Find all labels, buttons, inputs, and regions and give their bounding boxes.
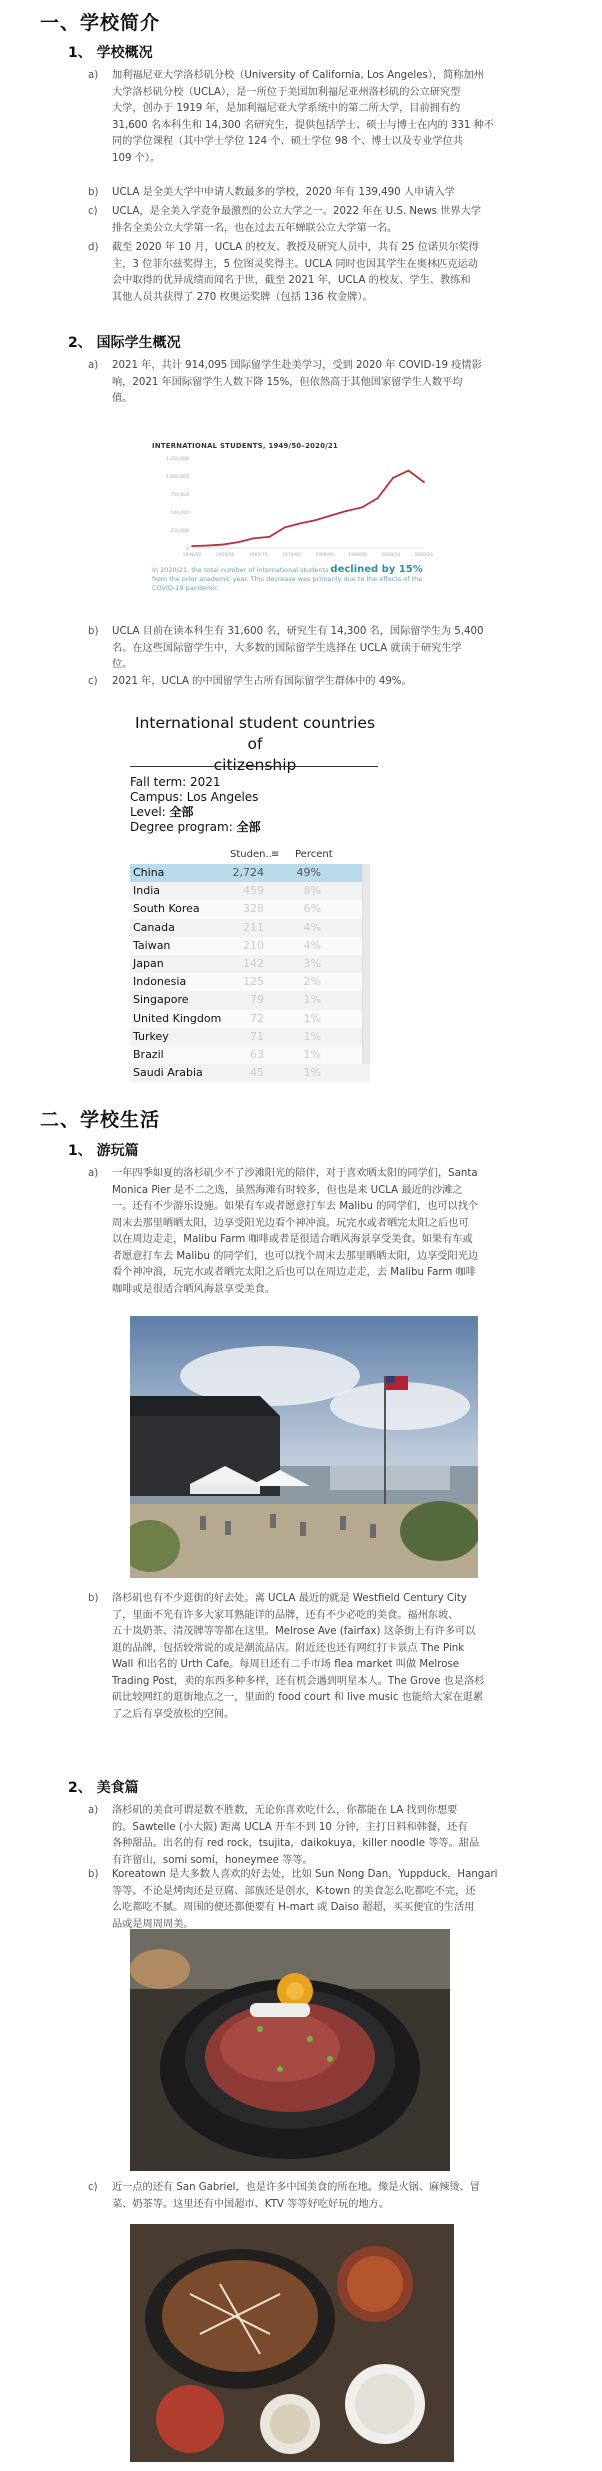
x-tick-label: 1989/90 xyxy=(315,553,334,558)
chart-caption-post: from the prior academic year. This decrease was primarily due to the effects of the COVID-19 pandemic. xyxy=(152,575,423,592)
y-tick-label: 250,000 xyxy=(170,529,189,534)
text-line: 周末去那里晒晒太阳，边享受阳光边看个神冲浪。玩完水或者晒完太阳之后也可 xyxy=(112,1217,469,1229)
text-line: 五十岚奶茶、清茂牌等等都在这里。Melrose Ave (fairfax) 这条街上有许多可以 xyxy=(112,1626,476,1637)
percent-cell: 1% xyxy=(303,1047,321,1061)
table-row[interactable] xyxy=(130,991,370,1009)
text-line: 了，里面不光有许多大家耳熟能详的品牌，还有不少必吃的美食。福州东坡、 xyxy=(112,1609,459,1621)
series-line xyxy=(192,471,424,547)
text-line: 逛的品牌，包括较常说的或是潮流品店。附近还也还有网红打卡景点 The Pink xyxy=(112,1642,465,1654)
percent-cell: 3% xyxy=(303,956,321,970)
text-line: 名。在这些国际留学生中，大多数的国际留学生选择在 UCLA 就读于研究生学 xyxy=(112,642,462,654)
data-point xyxy=(408,470,410,472)
play-item xyxy=(88,1166,572,1298)
students-cell: 459 xyxy=(243,884,264,898)
chart-caption xyxy=(152,565,432,593)
x-tick-label: 1969/70 xyxy=(248,553,268,558)
data-point xyxy=(330,514,332,516)
data-point xyxy=(191,545,193,547)
intl-item xyxy=(88,358,572,408)
subsection-title-intl: 2、 国际学生概况 xyxy=(68,335,181,351)
y-tick-label: 750,000 xyxy=(170,493,189,498)
list-marker: b) xyxy=(88,187,99,198)
text-line: 2021 年，UCLA 的中国留学生占所有国际留学生群体中的 49%。 xyxy=(112,676,412,687)
text-line: 一年四季如夏的洛杉矶少不了沙滩阳光的陪伴，对于喜欢晒太阳的同学们，Santa xyxy=(112,1168,478,1179)
text-line: 矶比较网红的逛街地点之一，里面的 food court 和 live music 也能给大家在逛累 xyxy=(112,1692,484,1703)
text-line: 31,600 名本科生和 14,300 名研究生，提供包括学士、硕士与博士在内的 331 种不 xyxy=(112,119,494,131)
chart-caption-emphasis: declined by 15% xyxy=(330,564,423,575)
text-line: 品或是周周周美。 xyxy=(112,1918,194,1930)
chart-caption-pre: In 2020/21, the total number of international students xyxy=(152,566,329,574)
students-cell: 2,724 xyxy=(232,866,264,879)
play-item xyxy=(88,1591,572,1723)
subsection-title-overview: 1、 学校概况 xyxy=(68,45,153,61)
table-row[interactable] xyxy=(130,1064,370,1082)
korean-dishes-photo xyxy=(130,2224,454,2462)
filter-level-value: 全部 xyxy=(169,805,194,819)
y-tick-label: 0 xyxy=(186,547,189,552)
chart-plot xyxy=(148,452,438,564)
text-line: 109 个）。 xyxy=(112,152,161,164)
citizenship-panel xyxy=(130,713,380,1080)
data-point xyxy=(299,522,301,524)
filter-level xyxy=(130,805,261,820)
beach-patio-photo xyxy=(130,1316,478,1578)
y-tick-label: 500,000 xyxy=(170,511,189,516)
overview-item xyxy=(88,240,572,306)
text-line: 同的学位课程（其中学士学位 124 个、硕士学位 98 个、博士以及专业学位共 xyxy=(112,136,463,147)
text-line: 洛杉矶也有不少逛街的好去处。离 UCLA 最近的就是 Westfield Century City xyxy=(112,1593,467,1604)
food-item xyxy=(88,2180,572,2213)
text-line: 以在周边走走，Malibu Farm 咖啡或者是很适合晒风海景享受美食。如果有车或 xyxy=(112,1234,473,1245)
filter-fall-term: Fall term: 2021 xyxy=(130,775,221,789)
percent-cell: 1% xyxy=(303,993,321,1007)
text-line: 其他人员共获得了 270 枚奥运奖牌（包括 136 枚金牌）。 xyxy=(112,291,373,303)
filter-program-value: 全部 xyxy=(236,820,261,834)
text-line: Trading Post，卖的东西多种多样，还有机会遇到明星本人。The Grove 也是洛杉 xyxy=(112,1675,485,1687)
students-cell: 210 xyxy=(243,938,264,952)
list-marker: d) xyxy=(88,242,99,253)
text-line: 洛杉矶的美食可谓是数不胜数，无论你喜欢吃什么，你都能在 LA 找到你想要 xyxy=(112,1805,458,1816)
percent-cell: 4% xyxy=(303,920,321,934)
list-marker: a) xyxy=(88,70,99,81)
table-row[interactable] xyxy=(130,1028,370,1046)
text-line: Monica Pier 是不二之选，虽然海滩有时较多，但也是来 UCLA 最近的沙滩之 xyxy=(112,1184,463,1196)
text-line: UCLA 目前在读本科生有 31,600 名，研究生有 14,300 名，国际留学生为 5,400 xyxy=(112,626,484,637)
text-line: Wall 和出名的 Urth Cafe。每周日还有二手市场 flea market 叫做 Melrose xyxy=(112,1659,460,1670)
country-cell: China xyxy=(133,866,165,879)
data-point xyxy=(315,519,317,521)
text-line: 菜、奶茶等。这里还有中国超市、KTV 等等好吃好玩的地方。 xyxy=(112,2198,390,2210)
filter-program-label: Degree program: xyxy=(130,820,233,834)
data-point xyxy=(222,544,224,546)
table-row[interactable] xyxy=(130,1010,370,1028)
text-line: 排名全美公立大学第一名，也在过去五年蝉联公立大学第一名。 xyxy=(112,222,398,234)
percent-cell: 6% xyxy=(303,902,321,916)
text-line: 响，2021 年国际留学生人数下降 15%，但依然高于其他国家留学生人数平均 xyxy=(112,376,463,388)
y-tick-label: 1,000,000 xyxy=(166,475,189,480)
country-cell: Japan xyxy=(133,956,164,970)
x-tick-label: 1979/80 xyxy=(282,553,301,558)
intl-item xyxy=(88,674,572,691)
country-cell: United Kingdom xyxy=(133,1011,222,1025)
text-line: 的。Sawtelle (小大阪) 距离 UCLA 开车不到 10 分钟，主打日料和韩餐，还有 xyxy=(112,1821,468,1833)
citizenship-title-line1: International student countries of xyxy=(134,714,376,753)
students-cell: 63 xyxy=(250,1047,264,1061)
filter-degree-program xyxy=(130,820,261,835)
students-cell: 72 xyxy=(250,1011,264,1025)
text-line: 有许留山，somi somi，honeymee 等等。 xyxy=(112,1854,313,1866)
col-header-percent[interactable]: Percent xyxy=(295,849,333,860)
citizenship-table xyxy=(130,846,370,1082)
intl-students-chart xyxy=(148,438,438,610)
text-line: 者愿意打车去 Malibu 的同学们，也可以找个周末去那里晒晒太阳，边享受阳光边 xyxy=(112,1250,479,1262)
text-line: 咖啡或是很适合晒风海景享受美食。 xyxy=(112,1283,275,1295)
text-line: 看个神冲浪，玩完水或者晒完太阳之后也可以在周边走走，去 Malibu Farm 咖啡 xyxy=(112,1267,476,1278)
x-tick-label: 2020/21 xyxy=(414,553,434,558)
data-point xyxy=(377,497,379,499)
overview-item xyxy=(88,68,572,167)
text-line: 各种甜品。出名的有 red rock，tsujita，daikokuya，killer noodle 等等。甜品 xyxy=(112,1838,480,1849)
citizenship-title-line2: citizenship xyxy=(213,756,297,774)
students-cell: 79 xyxy=(250,993,264,1007)
data-point xyxy=(207,545,209,547)
data-point xyxy=(423,481,425,483)
table-row[interactable] xyxy=(130,882,370,900)
x-tick-label: 1999/00 xyxy=(348,553,368,558)
country-cell: Brazil xyxy=(133,1047,164,1061)
list-marker: c) xyxy=(88,206,98,217)
data-point xyxy=(284,527,286,529)
text-line: UCLA，是全美入学竞争最激烈的公立大学之一。2022 年在 U.S. News 世界大学 xyxy=(112,206,481,217)
subsection-title-play: 1、 游玩篇 xyxy=(68,1143,139,1159)
list-marker: b) xyxy=(88,626,99,637)
country-cell: Saudi Arabia xyxy=(133,1066,203,1080)
food-item xyxy=(88,1803,572,1869)
country-cell: Indonesia xyxy=(133,975,187,989)
country-cell: Canada xyxy=(133,920,175,934)
data-point xyxy=(361,506,363,508)
text-line: 近一点的还有 San Gabriel，也是许多中国美食的所在地。像是火锅、麻辣烫、冒 xyxy=(112,2182,480,2193)
col-header-students[interactable]: Studen.. xyxy=(230,849,272,860)
citizenship-rows xyxy=(130,864,370,1082)
table-row[interactable] xyxy=(130,919,370,937)
percent-cell: 49% xyxy=(296,866,321,879)
percent-cell: 1% xyxy=(303,1066,321,1080)
students-cell: 71 xyxy=(250,1029,264,1043)
sort-icon[interactable]: ≡ xyxy=(271,849,280,860)
list-marker: a) xyxy=(88,360,99,371)
students-cell: 211 xyxy=(243,920,264,934)
text-line: 主，3 位菲尔兹奖得主，5 位图灵奖得主。UCLA 同时也因其学生在奥林匹克运动 xyxy=(112,258,478,270)
percent-cell: 2% xyxy=(303,975,321,989)
citizenship-divider xyxy=(130,766,378,767)
y-tick-label: 1,250,000 xyxy=(166,457,189,462)
list-marker: c) xyxy=(88,676,98,687)
subsection-title-food: 2、 美食篇 xyxy=(68,1780,139,1796)
table-row[interactable] xyxy=(130,1046,370,1064)
x-tick-label: 1949/50 xyxy=(182,553,202,558)
beef-bowl-photo xyxy=(130,1929,450,2171)
text-line: 值。 xyxy=(112,393,133,404)
country-cell: Singapore xyxy=(133,993,189,1007)
filter-level-label: Level: xyxy=(130,805,166,819)
text-line: UCLA 是全美大学中申请人数最多的学校，2020 年有 139,490 人申请入学 xyxy=(112,187,455,198)
text-line: 加利福尼亚大学洛杉矶分校（University of California, Los Angeles），简称加州 xyxy=(112,70,484,81)
text-line: 截至 2020 年 10 月，UCLA 的校友、教授及研究人员中，共有 25 位诺贝尔奖得 xyxy=(112,242,479,253)
x-tick-label: 1959/60 xyxy=(215,553,235,558)
table-row[interactable] xyxy=(130,955,370,973)
table-scrollbar[interactable] xyxy=(362,864,370,1064)
text-line: 大学洛杉矶分校（UCLA），是一所位于美国加利福尼亚州洛杉矶的公立研究型 xyxy=(112,86,461,98)
list-marker: a) xyxy=(88,1168,99,1179)
text-line: 位。 xyxy=(112,659,133,670)
table-row[interactable] xyxy=(130,937,370,955)
overview-item xyxy=(88,185,572,202)
country-cell: India xyxy=(133,884,160,898)
overview-item xyxy=(88,204,572,237)
percent-cell: 8% xyxy=(303,884,321,898)
list-marker: a) xyxy=(88,1805,99,1816)
section-title-life: 二、学校生活 xyxy=(40,1109,161,1131)
percent-cell: 4% xyxy=(303,938,321,952)
students-cell: 142 xyxy=(243,956,264,970)
chart-title: INTERNATIONAL STUDENTS, 1949/50–2020/21 xyxy=(152,442,339,450)
text-line: 一。还有不少游乐设施。如果有车或者愿意打车去 Malibu 的同学们，也可以找个 xyxy=(112,1201,479,1212)
text-line: Koreatown 是大多数人喜欢的好去处，比如 Sun Nong Dan，Yuppduck，Hangari xyxy=(112,1869,498,1880)
students-cell: 328 xyxy=(243,902,264,916)
country-cell: Turkey xyxy=(133,1029,169,1043)
data-point xyxy=(238,541,240,543)
list-marker: b) xyxy=(88,1869,99,1880)
text-line: 么吃都吃不腻。周围的便还都便要有 H-mart 或 Daiso 超超，买买便宜的生活用 xyxy=(112,1902,475,1913)
text-line: 2021 年，共计 914,095 国际留学生赴美学习，受到 2020 年 COVID-19 疫情影 xyxy=(112,360,482,371)
data-point xyxy=(346,510,348,512)
text-line: 会中取得的优异成绩而闻名于世，截至 2021 年，UCLA 的校友、学生、教练和 xyxy=(112,275,471,286)
data-point xyxy=(392,477,394,479)
country-cell: Taiwan xyxy=(133,938,171,952)
table-row[interactable] xyxy=(130,900,370,918)
text-line: 大学，创办于 1919 年，是加利福尼亚大学系统中的第二所大学，目前拥有约 xyxy=(112,103,461,114)
data-point xyxy=(268,536,270,538)
table-row[interactable] xyxy=(130,973,370,991)
section-title-intro: 一、学校简介 xyxy=(40,12,161,34)
intl-item xyxy=(88,624,572,674)
students-cell: 45 xyxy=(250,1066,264,1080)
list-marker: b) xyxy=(88,1593,99,1604)
food-item xyxy=(88,1867,572,1933)
citizenship-table-header xyxy=(130,846,370,864)
text-line: 等等。不论是烤肉还是豆腐、部族还是创水，K-town 的美食怎么吃都吃不完，还 xyxy=(112,1885,476,1897)
table-row[interactable] xyxy=(130,864,370,882)
text-line: 了之后有享受放松的空间。 xyxy=(112,1708,235,1720)
filter-campus: Campus: Los Angeles xyxy=(130,790,259,804)
data-point xyxy=(253,537,255,539)
students-cell: 125 xyxy=(243,975,264,989)
list-marker: c) xyxy=(88,2182,98,2193)
x-tick-label: 2009/10 xyxy=(381,553,401,558)
percent-cell: 1% xyxy=(303,1011,321,1025)
country-cell: South Korea xyxy=(133,902,200,916)
citizenship-filters xyxy=(130,775,261,835)
percent-cell: 1% xyxy=(303,1029,321,1043)
